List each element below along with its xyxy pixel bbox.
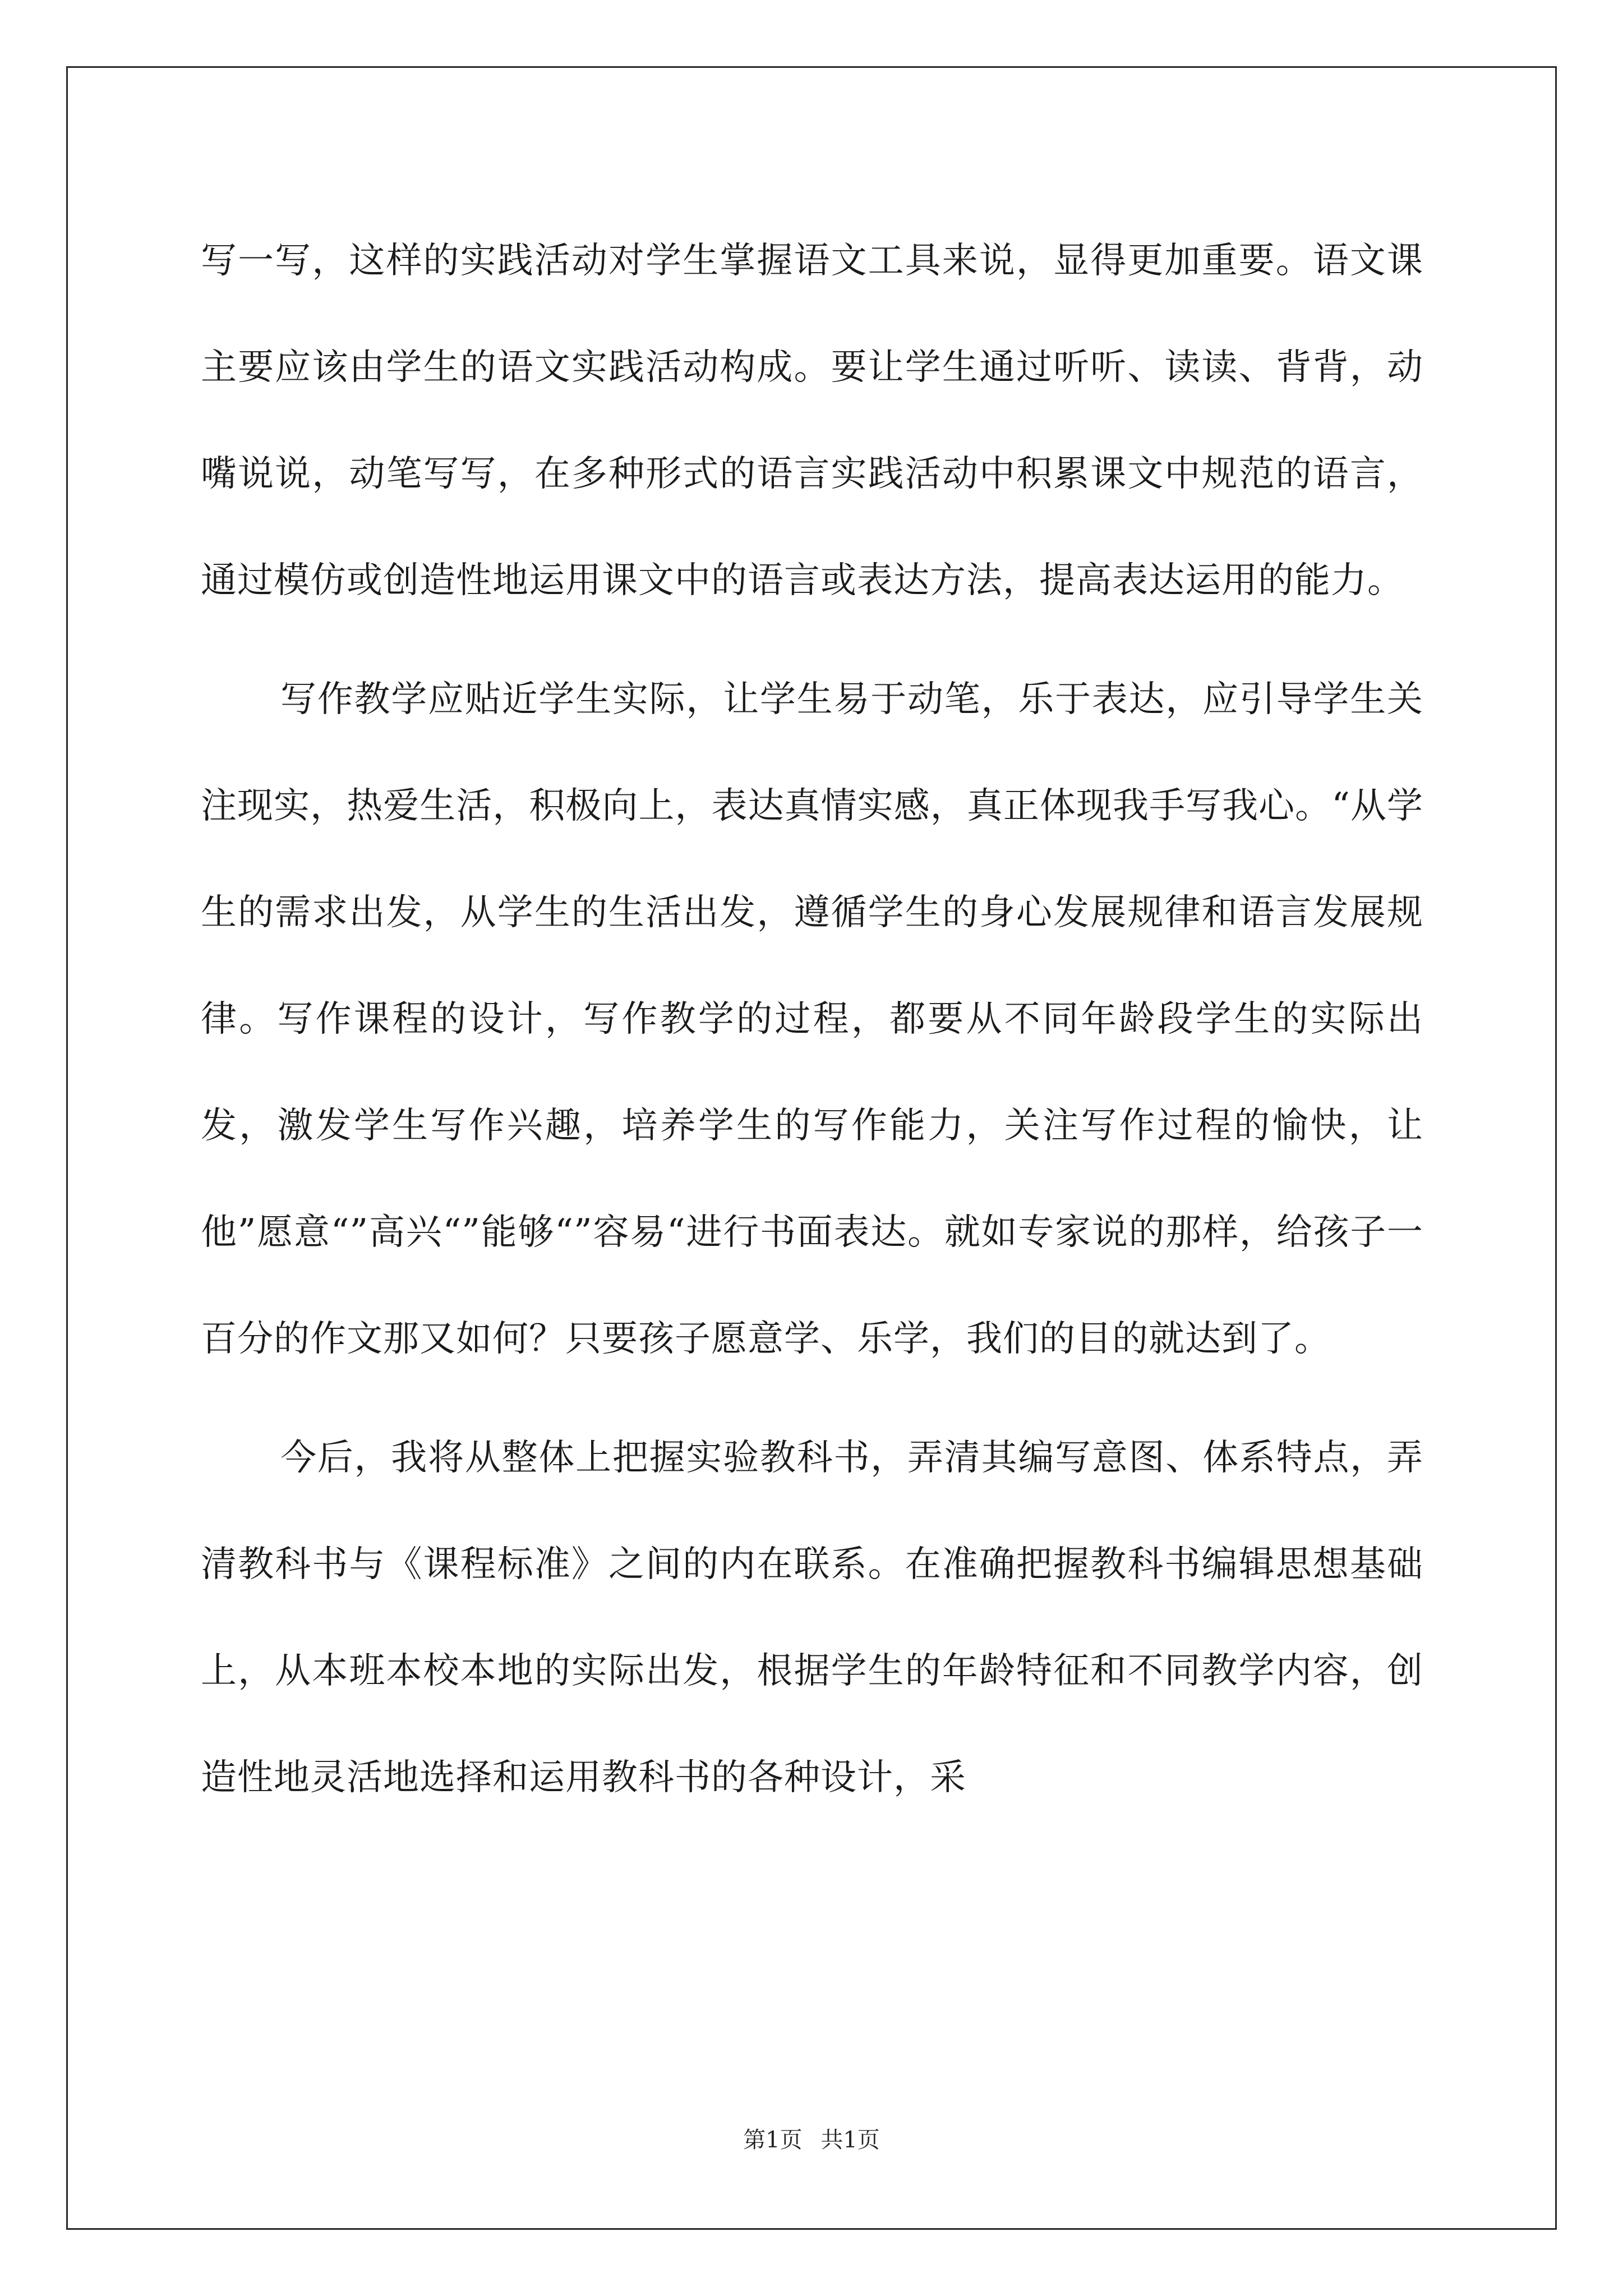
paragraph-3: 今后，我将从整体上把握实验教科书，弄清其编写意图、体系特点，弄清教科书与《课程标准》之间的内在联系。在准确把握教科书编辑思想基础上，从本班本校本地的实际出发，根据学生的年龄特征和不同教学内容，创造性地灵活地选择和运用教科书的各种设计，采 — [201, 1437, 1423, 1798]
page-footer: 第1页 共1页 — [743, 2127, 880, 2153]
document-body — [201, 208, 1423, 1831]
paragraph-1: 写一写，这样的实践活动对学生掌握语文工具来说，显得更加重要。语文课主要应该由学生的语文实践活动构成。要让学生通过听听、读读、背背，动嘴说说，动笔写写，在多种形式的语言实践活动中积累课文中规范的语言，通过模仿或创造性地运用课文中的语言或表达方法，提高表达运用的能力。 — [201, 240, 1423, 601]
paragraph-2: 写作教学应贴近学生实际，让学生易于动笔，乐于表达，应引导学生关注现实，热爱生活，积极向上，表达真情实感，真正体现我手写我心。“从学生的需求出发，从学生的生活出发，遵循学生的身心发展规律和语言发展规律。写作课程的设计，写作教学的过程，都要从不同年龄段学生的实际出发，激发学生写作兴趣，培养学生的写作能力，关注写作过程的愉快，让他”愿意“”高兴“”能够“”容易“进行书面表达。就如专家说的那样，给孩子一百分的作文那又如何？只要孩子愿意学、乐学，我们的目的就达到了。 — [201, 679, 1423, 1360]
